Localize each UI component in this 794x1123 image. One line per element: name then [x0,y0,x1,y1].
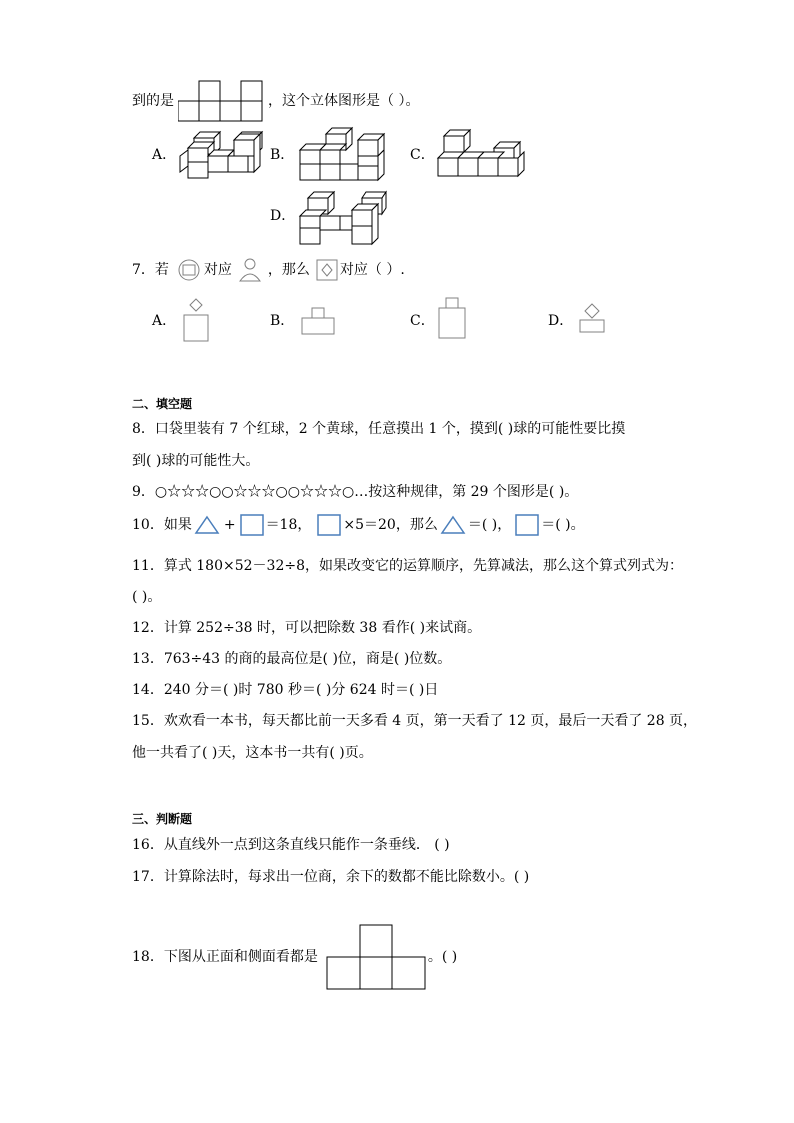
q6-option-c-cubes [434,128,526,182]
triangle-icon [194,515,220,535]
q10-text-4: ×5＝20，那么 [343,517,438,533]
q7-option-b-label: B． [270,313,295,329]
q10-line [132,514,585,536]
square-icon [240,514,264,536]
q18-suffix: 。( ) [427,949,458,965]
q7-option-d-label: D． [548,313,574,329]
q17-line: 17．计算除法时，每求出一位商，余下的数都不能比除数小。( ) [132,869,530,885]
q6-option-a-cubes [178,128,264,180]
q11-line-1: 11．算式 180×52－32÷8，如果改变它的运算顺序，先算减法，那么这个算式列式为： [132,558,683,574]
q10-text-3: ＝18， [265,517,312,533]
q8-line-2: 到( )球的可能性大。 [132,453,260,469]
q18-prefix: 18．下图从正面和侧面看都是 [132,949,318,965]
q7-line [132,258,405,282]
triangle-icon [440,515,466,535]
q7-option-c-label: C． [410,313,435,329]
q6-top-view-figure [178,80,264,122]
q7-option-b-figure [300,306,336,336]
q7-option-c-figure [436,296,468,342]
q18-view-figure [326,924,426,990]
q11-line-2: ( )。 [132,589,162,605]
square-diamond-symbol-icon [316,259,338,281]
square-icon [515,514,539,536]
q7-option-a-label: A． [152,313,177,329]
q13-line: 13．763÷43 的商的最高位是( )位，商是( )位数。 [132,651,452,667]
circle-square-symbol-icon [177,259,201,281]
q10-text-2: + [223,517,236,533]
q10-text-6: ＝( )。 [541,517,585,533]
q6-option-d-cubes [296,188,388,246]
q7-text-1: 7．若 [132,262,169,278]
q7-option-d-figure [576,302,608,336]
q10-text-5: ＝( )， [467,517,512,533]
q15-line-1: 15．欢欢看一本书，每天都比前一天多看 4 页，第一天看了 12 页，最后一天看了 28 页， [132,713,698,729]
q6-option-d-label: D． [270,208,296,224]
q6-option-b-cubes [296,126,386,182]
q12-line: 12．计算 252÷38 时，可以把除数 38 看作( )来试商。 [132,620,482,636]
q7-text-3: ，那么 [267,262,310,278]
q8-line-1: 8．口袋里装有 7 个红球，2 个黄球，任意摸出 1 个，摸到( )球的可能性要比摸 [132,421,626,437]
q18-line [132,924,457,990]
q10-text-1: 10．如果 [132,517,192,533]
q7-option-a-figure [180,297,212,345]
q7-text-4: 对应（ ）. [339,262,405,278]
q6-suffix: ，这个立体图形是（ ）。 [268,93,420,109]
q15-line-2: 他一共看了( )天，这本书一共有( )页。 [132,745,373,761]
q6-option-b-label: B． [270,147,295,163]
q6-line [132,80,419,122]
square-icon [317,514,341,536]
section-judgment-heading: 三、判断题 [132,812,193,826]
q6-prefix: 到的是 [132,93,174,109]
section-fill-in-heading: 二、填空题 [132,397,193,411]
q7-text-2: 对应 [203,262,232,278]
q6-option-a-label: A． [152,147,177,163]
q9-line: 9．○☆☆☆○○☆☆☆○○☆☆☆○…按这种规律，第 29 个图形是( )。 [132,484,579,500]
q6-option-c-label: C． [410,147,435,163]
q16-line: 16．从直线外一点到这条直线只能作一条垂线． ( ) [132,837,450,853]
q14-line: 14．240 分＝( )时 780 秒＝( )分 624 时＝( )日 [132,682,439,698]
person-symbol-icon [238,258,262,282]
